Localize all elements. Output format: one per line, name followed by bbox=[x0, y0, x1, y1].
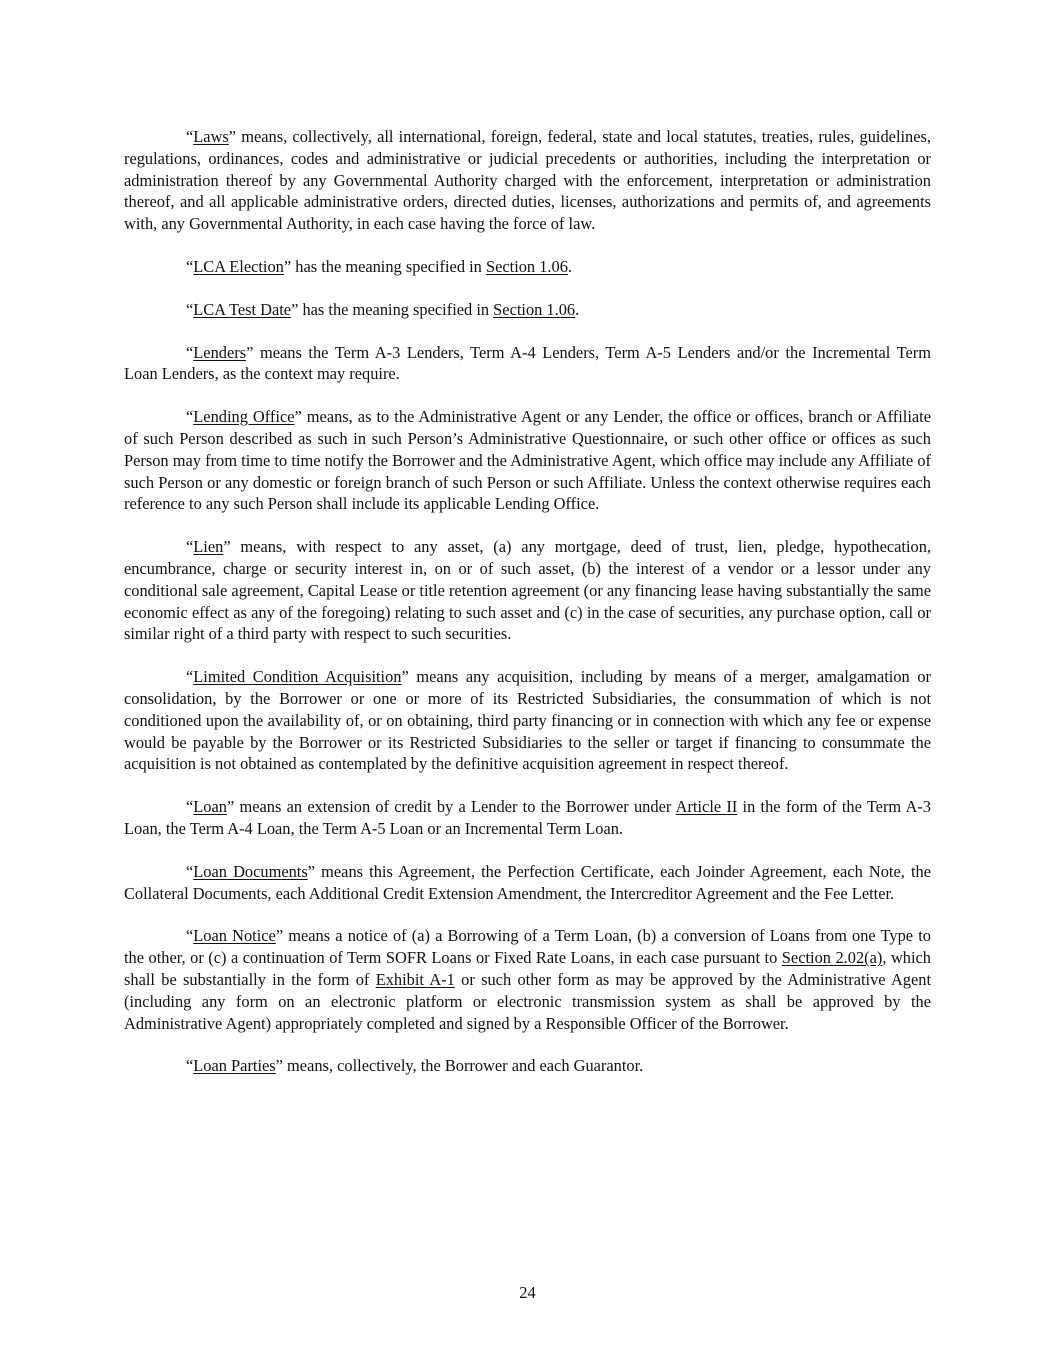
defined-term-limited-condition-acquisition: Limited Condition Acquisition bbox=[193, 667, 402, 687]
defined-term-loan-parties: Loan Parties bbox=[193, 1056, 276, 1076]
definition-paragraph-limited-condition-acquisition: “Limited Condition Acquisition” means any acquisition, including by means of a merger, amalgamation or consolidation, by the Borrower or one or more of its Restricted Subsidiaries, the consummation of which is not conditioned upon the availability of, or on obtaining, third party financing or in connection with which any fee or expense would be payable by the Borrower or its Restricted Subsidiaries to the seller or target if financing to consummate the acquisition is not obtained as contemplated by the definitive acquisition agreement in respect thereof. bbox=[124, 667, 931, 774]
article-reference: Article II bbox=[675, 797, 738, 817]
definition-paragraph-loan-documents: “Loan Documents” means this Agreement, the Perfection Certificate, each Joinder Agreement, each Note, the Collateral Documents, each Additional Credit Extension Amendment, the Intercreditor Agreement and the Fee Letter. bbox=[124, 861, 931, 903]
definition-paragraph-laws: “Laws” means, collectively, all international, foreign, federal, state and local statutes, treaties, rules, guidelines, regulations, ordinances, codes and administrative or judicial precedents or authorities, including the interpretation or administration thereof by any Governmental Authority charged with the enforcement, interpretation or administration thereof, and all applicable administrative orders, directed duties, licenses, authorizations and permits of, and agreements with, any Governmental Authority, in each case having the force of law. bbox=[124, 127, 931, 234]
exhibit-reference: Exhibit A-1 bbox=[375, 969, 455, 989]
page-number: 24 bbox=[519, 1283, 536, 1302]
section-reference: Section 1.06 bbox=[493, 299, 576, 319]
definition-paragraph-lien: “Lien” means, with respect to any asset, (a) any mortgage, deed of trust, lien, pledge, hypothecation, encumbrance, charge or security interest in, on or of such asset, (b) the interest of a vendor or a lessor under any conditional sale agreement, Capital Lease or title retention agreement (or any financing lease having substantially the same economic effect as any of the foregoing) relating to such asset and (c) in the case of securities, any purchase option, call or similar right of a third party with respect to such securities. bbox=[124, 537, 931, 644]
definition-paragraph-loan: “Loan” means an extension of credit by a Lender to the Borrower under Article II in the form of the Term A-3 Loan, the Term A-4 Loan, the Term A-5 Loan or an Incremental Term Loan. bbox=[124, 797, 931, 838]
section-reference: Section 2.02(a) bbox=[781, 948, 883, 968]
document-page bbox=[124, 126, 931, 1098]
defined-term-lien: Lien bbox=[193, 537, 224, 557]
defined-term-loan-notice: Loan Notice bbox=[193, 926, 276, 946]
definition-paragraph-lenders: “Lenders” means the Term A-3 Lenders, Term A-4 Lenders, Term A-5 Lenders and/or the Incremental Term Loan Lenders, as the context may require. bbox=[124, 342, 931, 384]
defined-term-lending-office: Lending Office bbox=[193, 407, 295, 427]
defined-term-lca-test-date: LCA Test Date bbox=[193, 299, 292, 319]
defined-term-laws: Laws bbox=[193, 127, 229, 146]
defined-term-loan: Loan bbox=[193, 797, 227, 817]
defined-term-loan-documents: Loan Documents bbox=[193, 861, 308, 881]
definition-paragraph-lca-test-date: “LCA Test Date” has the meaning specified in Section 1.06. bbox=[186, 299, 580, 319]
section-reference: Section 1.06 bbox=[485, 256, 568, 276]
definition-paragraph-lca-election: “LCA Election” has the meaning specified in Section 1.06. bbox=[186, 256, 573, 276]
definition-paragraph-lending-office: “Lending Office” means, as to the Administrative Agent or any Lender, the office or offices, branch or Affiliate of such Person described as such in such Person’s Administrative Questionnaire, or such other office or offices as such Person may from time to time notify the Borrower and the Administrative Agent, which office may include any Affiliate of such Person or any domestic or foreign branch of such Person or such Affiliate. Unless the context otherwise requires each reference to any such Person shall include its applicable Lending Office. bbox=[124, 407, 931, 514]
defined-term-lca-election: LCA Election bbox=[193, 256, 284, 276]
defined-term-lenders: Lenders bbox=[193, 342, 247, 362]
definition-paragraph-loan-parties: “Loan Parties” means, collectively, the Borrower and each Guarantor. bbox=[186, 1056, 644, 1076]
definition-paragraph-loan-notice: “Loan Notice” means a notice of (a) a Borrowing of a Term Loan, (b) a conversion of Loans from one Type to the other, or (c) a continuation of Term SOFR Loans or Fixed Rate Loans, in each case pursuant to Section 2.02(a), which shall be substantially in the form of Exhibit A-1 or such other form as may be approved by the Administrative Agent (including any form on an electronic platform or electronic transmission system as shall be approved by the Administrative Agent) appropriately completed and signed by a Responsible Officer of the Borrower. bbox=[124, 926, 931, 1033]
